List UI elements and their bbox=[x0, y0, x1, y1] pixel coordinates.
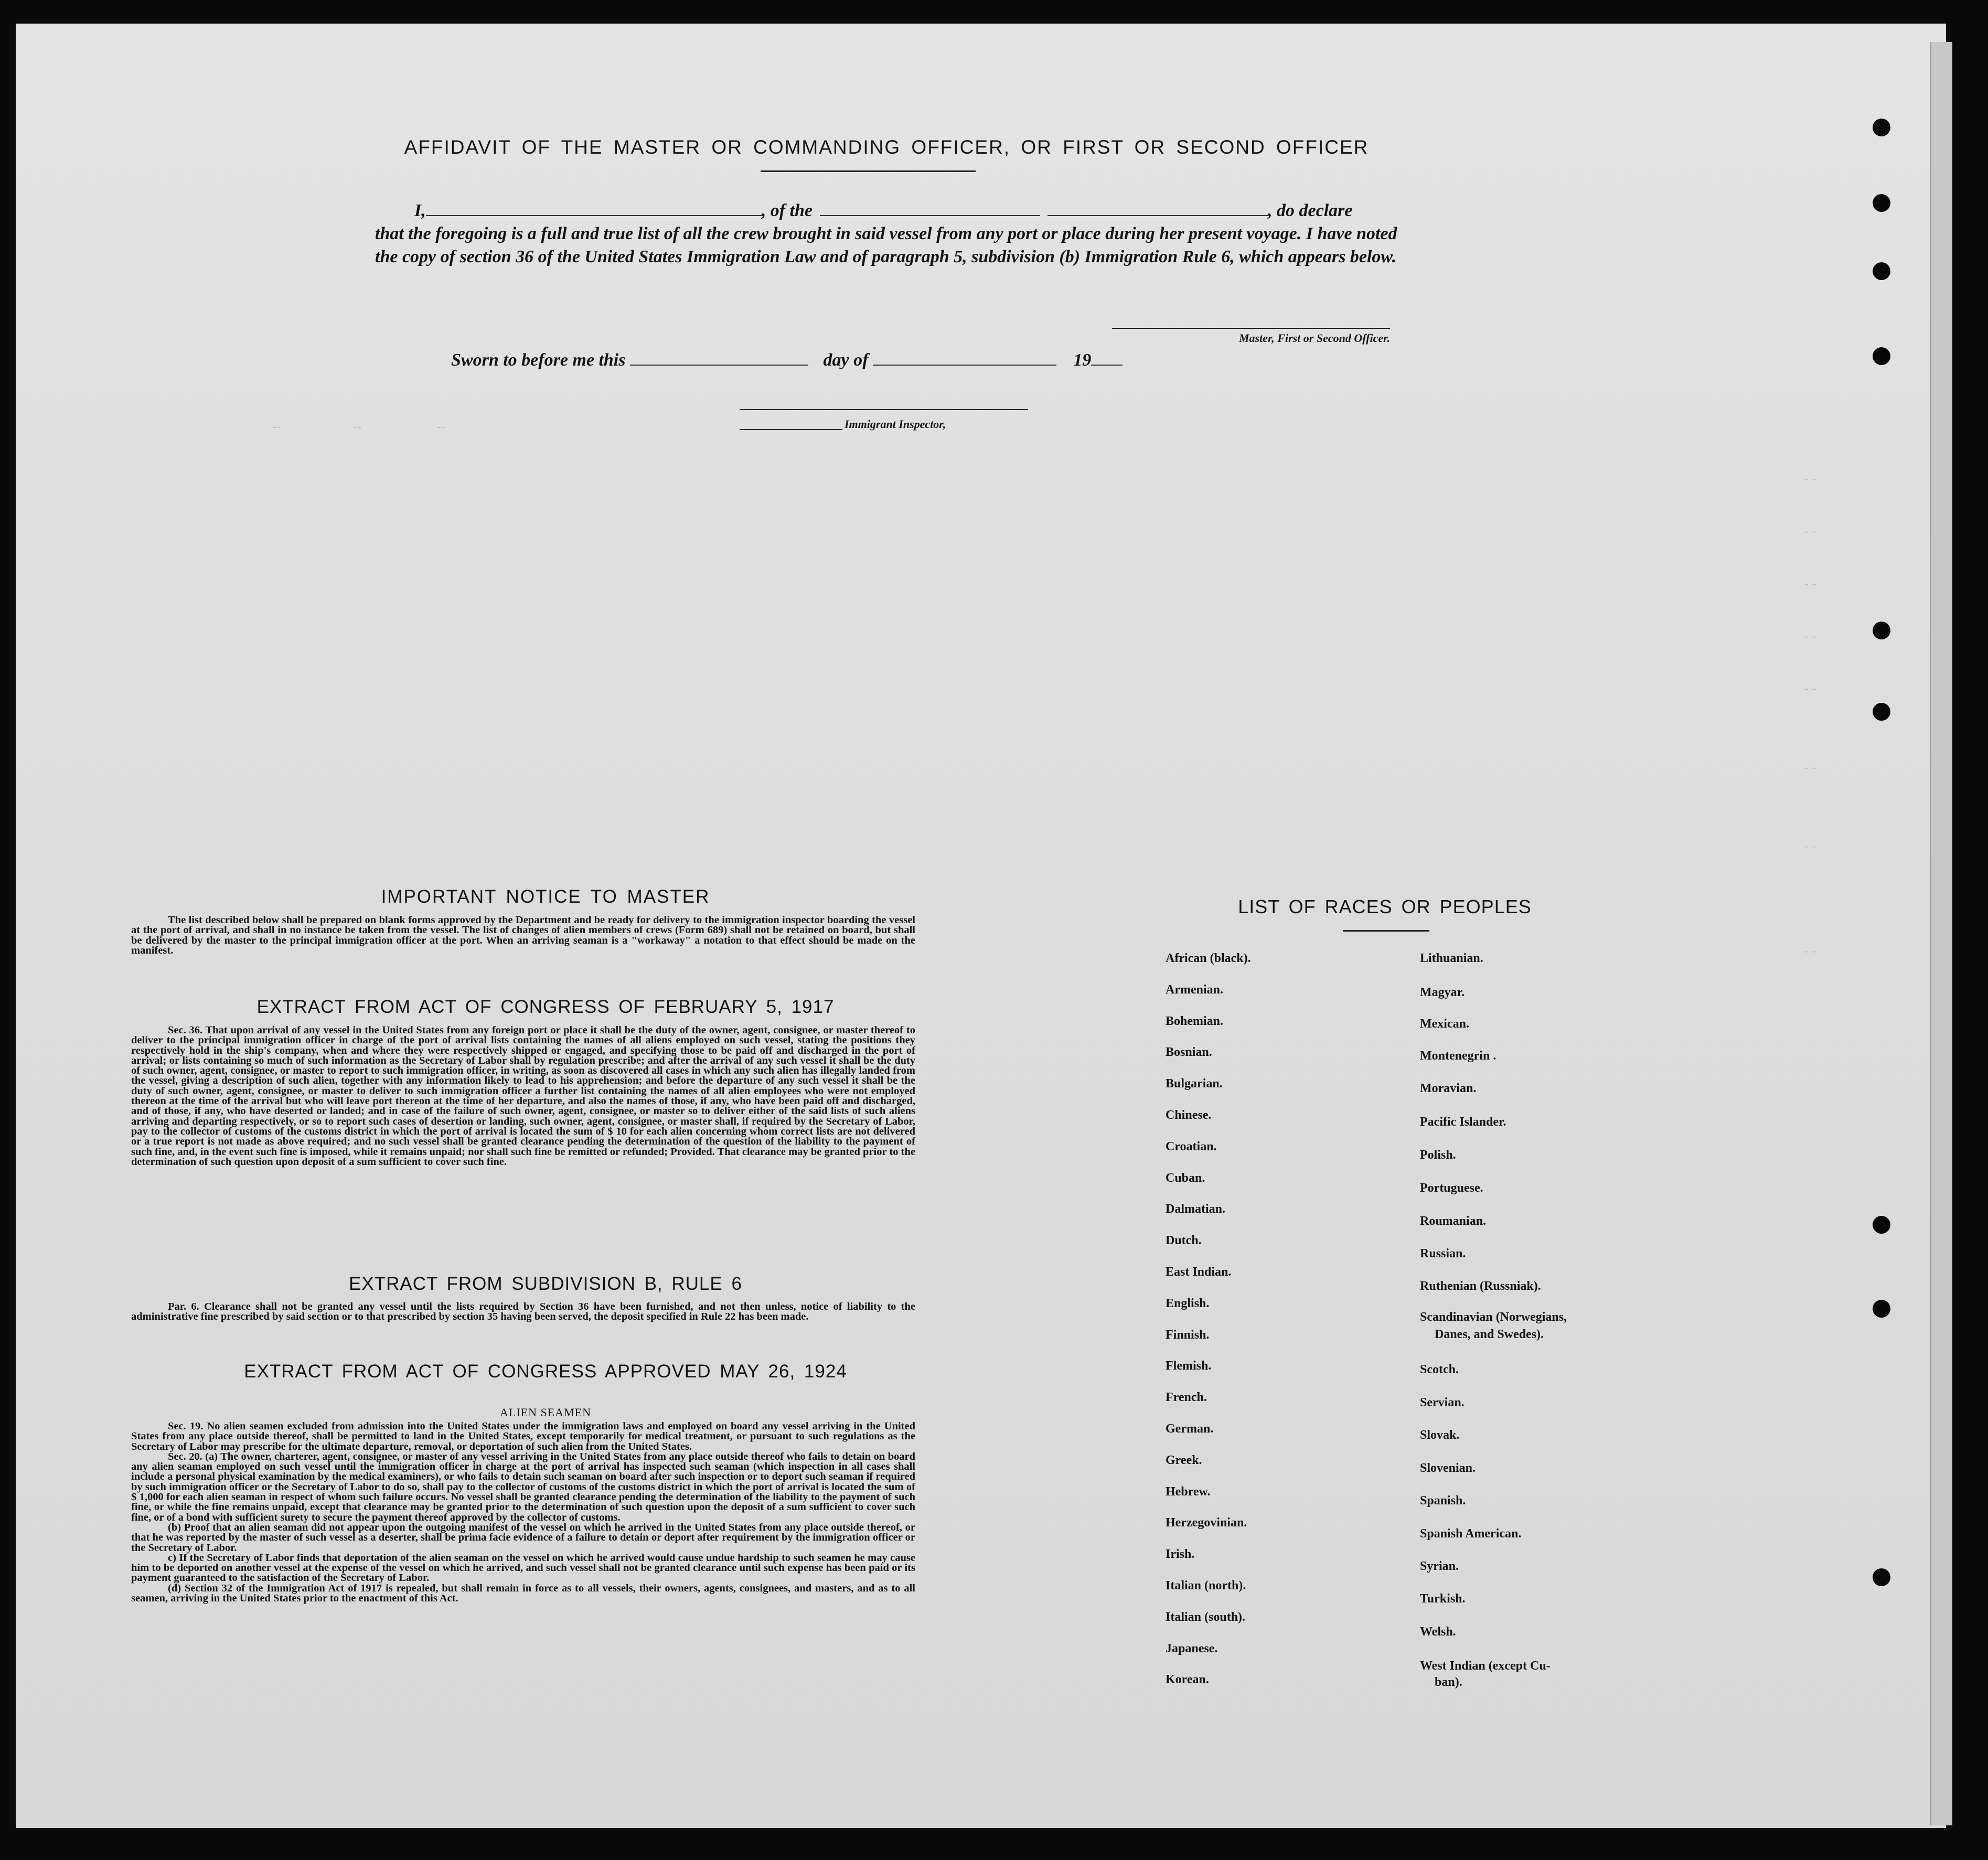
punch-hole bbox=[1873, 1568, 1890, 1586]
race-item: Armenian. bbox=[1166, 983, 1223, 997]
inspector-line-top[interactable] bbox=[740, 409, 1028, 410]
race-item: Slovak. bbox=[1420, 1428, 1460, 1442]
sec-20-text: Sec. 20. (a) The owner, charterer, agent, consignee, or master of any vessel arriving in the United States from any place outside thereof who fails to detain on board any alien seaman employed on such vessel until the immigration officer in charge at the port of arrival has inspected such seaman (which inspection in all cases shall include a personal physical examination by the medical examiners), or who fails to detain such seaman on board after such inspection or to deport such seaman if required by such immigration officer or the Secretary of Labor to do so, shall pay to the collector of customs of the customs district in which the port of arrival is located the sum of $ 1,000 for each alien seaman in respect of whom such failure occurs. No vessel shall be granted clearance pending the determination of the liability to the payment of such fine, or while the fine remains unpaid, except that clearance may be granted prior to the determination of such question upon the deposit of a sum sufficient to cover such fine, or of a bond with sufficient surety to secure the payment thereof approved by the collector of customs. bbox=[131, 1450, 915, 1523]
race-item: Dutch. bbox=[1166, 1234, 1202, 1247]
race-item: Ruthenian (Russniak). bbox=[1420, 1279, 1541, 1293]
signature-caption: Master, First or Second Officer. bbox=[1238, 332, 1390, 345]
race-item: African (black). bbox=[1166, 952, 1251, 965]
race-item: Turkish. bbox=[1420, 1592, 1466, 1606]
inspector-caption: Immigrant Inspector, bbox=[845, 418, 946, 431]
race-item: German. bbox=[1166, 1422, 1214, 1436]
sec-20c-text: c) If the Secretary of Labor finds that deportation of the alien seaman on the vessel on which he arrived would cause undue hardship to such seamen he may cause him to be deported on another vessel at the expense of the vessel on which he arrived, and such vessel shall not be granted clearance until such expense has been paid or its payment guaranteed to the satisfaction of the Secretary of Labor. bbox=[131, 1552, 915, 1584]
race-item: Bulgarian. bbox=[1166, 1077, 1223, 1091]
signature-line[interactable] bbox=[1112, 328, 1390, 329]
race-item: ban). bbox=[1435, 1675, 1462, 1689]
race-item: Servian. bbox=[1420, 1396, 1465, 1409]
race-item: Russian. bbox=[1420, 1247, 1466, 1260]
race-item: Spanish American. bbox=[1420, 1527, 1522, 1541]
races-title: LIST OF RACES OR PEOPLES bbox=[1238, 896, 1532, 917]
extract-rule6-text: Par. 6. Clearance shall not be granted any vessel until the lists required by Section 36 have been furnished, and not then unless, notice of liability to the administrative fine prescribed by said section or to that prescribed by section 35 having been served, the deposit specified in Rule 22 has been made. bbox=[131, 1301, 915, 1323]
race-item: Cuban. bbox=[1166, 1171, 1205, 1185]
race-item: Finnish. bbox=[1166, 1328, 1210, 1342]
race-item: Pacific Islander. bbox=[1420, 1115, 1506, 1129]
vessel-field[interactable] bbox=[820, 199, 1040, 216]
vessel-field-2[interactable] bbox=[1048, 199, 1268, 216]
race-item: Montenegrin . bbox=[1420, 1049, 1497, 1063]
i-label: I, bbox=[414, 201, 426, 220]
race-item: West Indian (except Cu- bbox=[1420, 1659, 1551, 1673]
sworn-year-field[interactable] bbox=[1091, 349, 1123, 366]
race-item: Bohemian. bbox=[1166, 1014, 1224, 1028]
sworn-label: Sworn to before me this bbox=[451, 350, 626, 370]
race-item: English. bbox=[1166, 1297, 1210, 1310]
race-item: Korean. bbox=[1166, 1673, 1209, 1686]
races-title-underline bbox=[1343, 930, 1429, 932]
bleed-through-marks: - - bbox=[1804, 629, 1817, 643]
declaration-line bbox=[375, 199, 1403, 222]
race-item: Slovenian. bbox=[1420, 1461, 1476, 1475]
race-item: Japanese. bbox=[1166, 1642, 1218, 1655]
year-prefix: 19 bbox=[1073, 350, 1092, 370]
race-item: Polish. bbox=[1420, 1148, 1456, 1162]
extract-1924-title: EXTRACT FROM ACT OF CONGRESS APPROVED MAY 26, 1924 bbox=[244, 1361, 847, 1382]
bleed-through-marks: - - bbox=[1804, 944, 1817, 957]
race-item: Spanish. bbox=[1420, 1494, 1466, 1508]
punch-hole bbox=[1873, 703, 1890, 721]
extract-1924-text bbox=[131, 1421, 915, 1604]
race-item: Italian (north). bbox=[1166, 1579, 1246, 1592]
bleed-through-marks: - - bbox=[1804, 682, 1817, 695]
race-item: Chinese. bbox=[1166, 1108, 1212, 1122]
extract-rule6-title: EXTRACT FROM SUBDIVISION B, RULE 6 bbox=[349, 1274, 742, 1294]
sworn-line bbox=[451, 349, 1238, 370]
sec-20d-text: (d) Section 32 of the Immigration Act of 1917 is repealed, but shall remain in force as to all vessels, their owners, agents, consignees, and masters, and as to all seamen, arriving in the United States prior to the enactment of this Act. bbox=[131, 1582, 915, 1605]
race-item: East Indian. bbox=[1166, 1265, 1232, 1279]
notice-title: IMPORTANT NOTICE TO MASTER bbox=[381, 886, 710, 907]
race-item: Italian (south). bbox=[1166, 1610, 1246, 1624]
of-the-label: , of the bbox=[761, 201, 813, 220]
bleed-through-marks: - - bbox=[1804, 577, 1817, 590]
punch-hole bbox=[1873, 262, 1890, 280]
bleed-through-marks: - - bbox=[1804, 761, 1817, 774]
affidavit-title: AFFIDAVIT OF THE MASTER OR COMMANDING OFFICER, OR FIRST OR SECOND OFFICER bbox=[404, 136, 1369, 158]
race-item: Moravian. bbox=[1420, 1082, 1477, 1095]
punch-hole bbox=[1873, 622, 1890, 639]
punch-hole bbox=[1873, 119, 1890, 136]
race-item: Welsh. bbox=[1420, 1625, 1456, 1639]
race-item: Croatian. bbox=[1166, 1140, 1217, 1153]
race-item: Syrian. bbox=[1420, 1559, 1459, 1573]
notice-text: The list described below shall be prepared on blank forms approved by the Department and be ready for delivery to the immigration inspector boarding the vessel at the port of arrival, and shall in no instance be taken from the vessel. The list of changes of alien members of crews (Form 689) shall not be retained on board, but shall be delivered by the master to the principal immigration officer at the port. When an arriving seaman is a "workaway" a notation to that effect should be made on the manifest. bbox=[131, 914, 915, 956]
day-of-label: day of bbox=[823, 350, 869, 370]
affidavit-body bbox=[375, 199, 1403, 269]
extract-1917-title: EXTRACT FROM ACT OF CONGRESS OF FEBRUARY 5, 1917 bbox=[256, 997, 835, 1017]
extract-1917-text: Sec. 36. That upon arrival of any vessel in the United States from any foreign port or place it shall be the duty of the owner, agent, consignee, or master thereof to deliver to the principal immigration officer in charge of the port of arrival lists containing the names of all aliens employed on such vessel, stating the positions they respectively hold in the ship's company, when and where they were respectively shipped or engaged, and specifying those to be paid off and discharged in the port of arrival; or lists containing so much of such information as the Secretary of Labor shall by regulation prescribe; and after the arrival of any such vessel it shall be the duty of such owner, agent, consignee, or master to report to such immigration officer, in writing, as soon as discovered all cases in which any such alien has illegally landed from the vessel, giving a description of such alien, together with any information likely to lead to his apprehension; and before the departure of any such vessel it shall be the duty of such owner, agent, consignee, or master to deliver to such immigration officer a further list containing the names of all alien employees who were not employed thereon at the time of the arrival but who will leave port thereon at the time of her departure, and also the names of those, if any, who have been paid off and discharged, and of those, if any, who have deserted or landed; and in case of the failure of such owner, agent, consignee, or master so to deliver either of the said lists of such aliens arriving and departing respectively, or so to report such cases of desertion or landing, such owner, agent, consignee, or master shall, if required by the Secretary of Labor, pay to the collector of customs of the customs district in which the port of arrival is located the sum of $ 10 for each alien concerning whom correct lists are not delivered or a true report is not made as above required; and no such vessel shall be granted clearance pending the determination of the question of the liability to the payment of such fine, and, in the event such fine is imposed, while it remains unpaid; nor shall such fine be remitted or refunded; Provided. That clearance may be granted prior to the determination of such question upon deposit of a sum sufficient to cover such fine. bbox=[131, 1024, 915, 1168]
race-item: French. bbox=[1166, 1391, 1207, 1404]
race-item: Magyar. bbox=[1420, 986, 1465, 999]
page-edge bbox=[1930, 42, 1952, 1825]
sworn-month-field[interactable] bbox=[873, 349, 1056, 366]
bleed-through-marks: - - bbox=[1804, 472, 1817, 485]
race-item: Roumanian. bbox=[1420, 1214, 1487, 1228]
name-field[interactable] bbox=[426, 199, 762, 216]
alien-seamen-subhead: ALIEN SEAMEN bbox=[500, 1406, 591, 1419]
race-item: Danes, and Swedes). bbox=[1435, 1328, 1544, 1341]
punch-hole bbox=[1873, 1216, 1890, 1234]
punch-hole bbox=[1873, 194, 1890, 212]
race-item: Lithuanian. bbox=[1420, 952, 1483, 965]
bleed-through-marks: - - bbox=[1804, 839, 1817, 852]
do-declare-label: , do declare bbox=[1268, 201, 1353, 220]
race-item: Herzegovinian. bbox=[1166, 1516, 1247, 1530]
race-item: Hebrew. bbox=[1166, 1485, 1211, 1499]
race-item: Irish. bbox=[1166, 1547, 1195, 1561]
sec-20b-text: (b) Proof that an alien seaman did not appear upon the outgoing manifest of the vessel on which he arrived in the United States from any place outside thereof, or that he was reported by the master of such vessel as a deserter, shall be prima facie evidence of a failure to detain or deport after requirement by the immigration officer or the Secretary of Labor. bbox=[131, 1521, 915, 1554]
sworn-day-field[interactable] bbox=[630, 349, 808, 366]
race-item: Bosnian. bbox=[1166, 1045, 1212, 1059]
title-underline bbox=[761, 170, 976, 172]
race-item: Mexican. bbox=[1420, 1017, 1469, 1031]
punch-hole bbox=[1873, 1300, 1890, 1318]
race-item: Scandinavian (Norwegians, bbox=[1420, 1310, 1567, 1324]
race-item: Flemish. bbox=[1166, 1359, 1212, 1373]
race-item: Scotch. bbox=[1420, 1363, 1459, 1376]
sec-19-text: Sec. 19. No alien seamen excluded from admission into the United States under the immigration laws and employed on board any vessel arriving in the United States from any place outside thereof, shall be permitted to land in the United States, except temporarily for medical treatment, or pursuant to such regulations as the Secretary of Labor may prescribe for the ultimate departure, removal, or deportation of such alien from the United States. bbox=[131, 1420, 915, 1452]
race-item: Dalmatian. bbox=[1166, 1202, 1225, 1216]
affidavit-statement: that the foregoing is a full and true list of all the crew brought in said vessel from any port or place during her present voyage. I have noted the copy of section 36 of the United States Immigration Law and of paragraph 5, subdivision (b) Immigration Rule 6, which appears below. bbox=[375, 224, 1397, 266]
bleed-through-marks: - - bbox=[1804, 525, 1817, 538]
race-item: Greek. bbox=[1166, 1453, 1202, 1467]
race-item: Portuguese. bbox=[1420, 1181, 1483, 1195]
bleed-through-marks: -- -- -- bbox=[273, 420, 446, 433]
punch-hole bbox=[1873, 347, 1890, 365]
inspector-line[interactable] bbox=[740, 429, 842, 430]
